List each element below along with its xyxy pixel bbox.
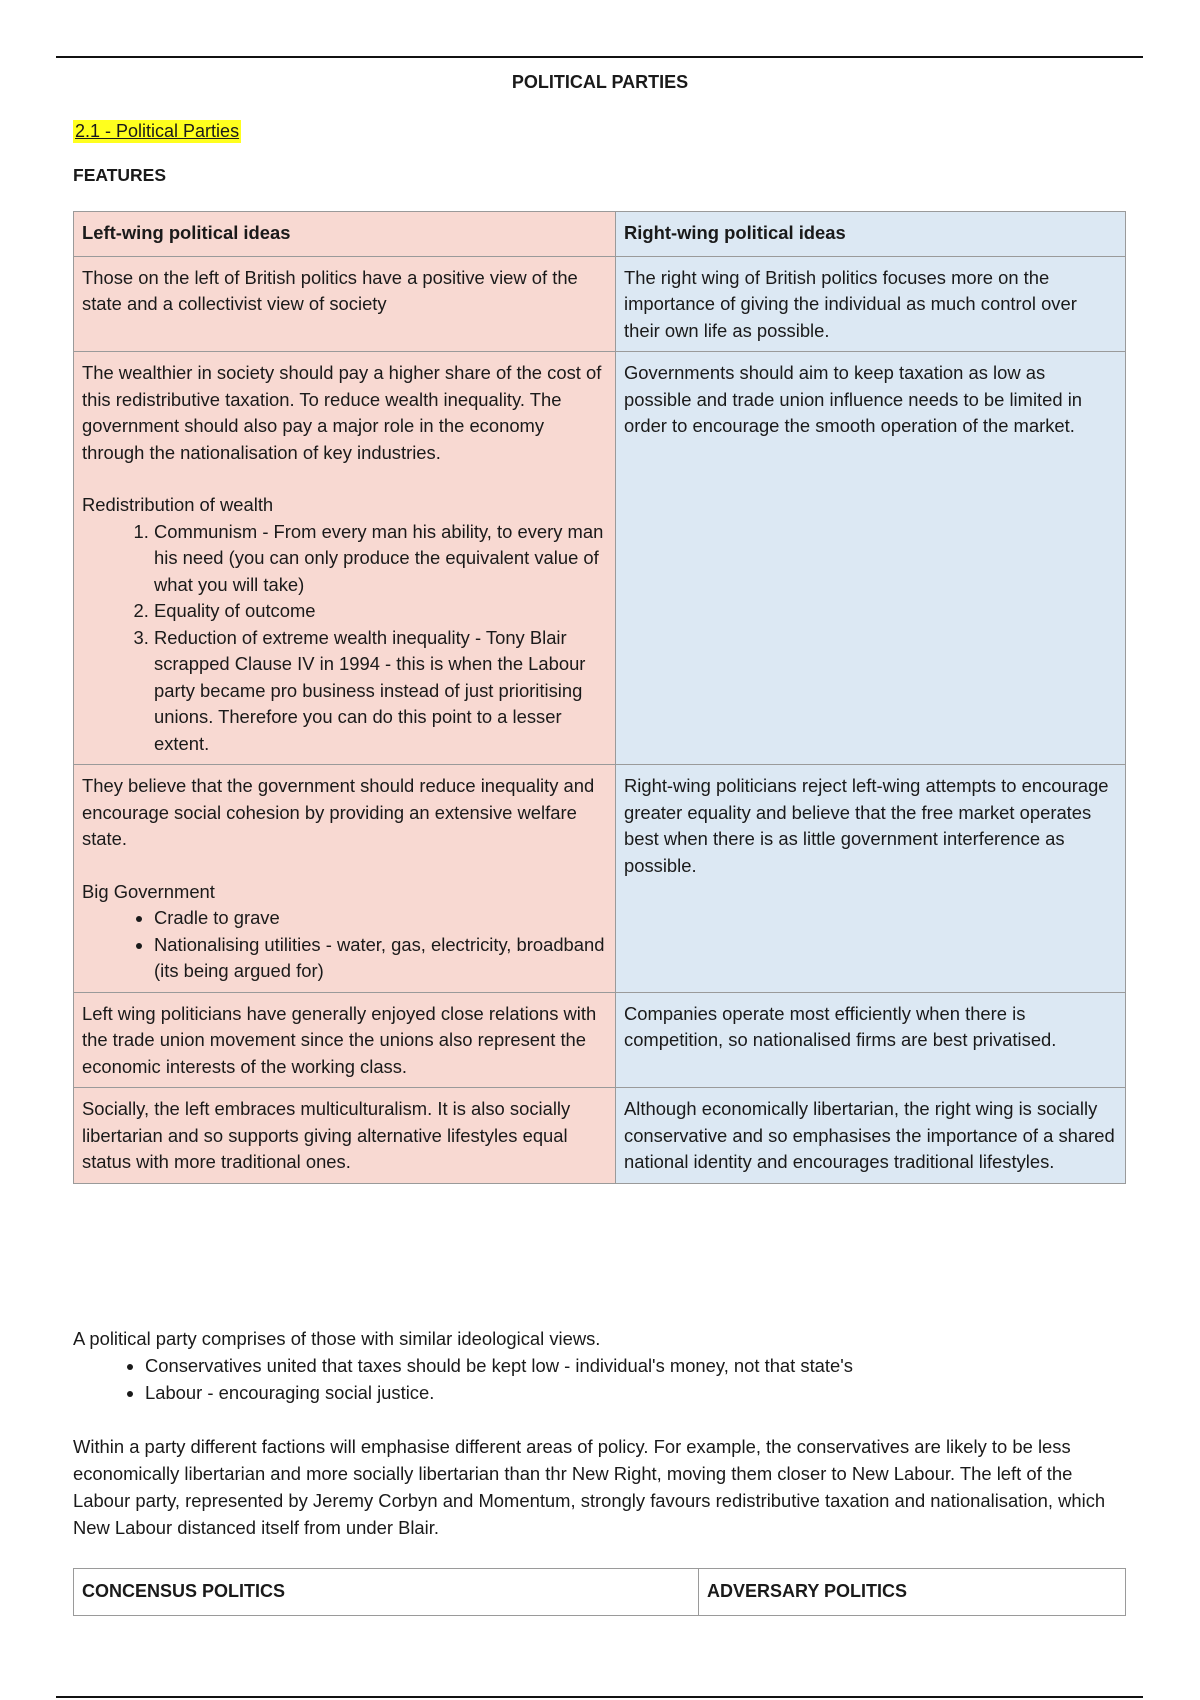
left-paragraph: They believe that the government should reduce inequality and encourage social cohesion by providing an extensive welfare state. (82, 775, 595, 849)
list-item: • Cradle to grave (154, 905, 607, 932)
left-wing-header: Left-wing political ideas (74, 212, 616, 257)
left-paragraph: The wealthier in society should pay a higher share of the cost of this redistributive taxation. To reduce wealth inequality. The government should also pay a major role in the economy through the nationalisation of key industries. (82, 362, 602, 463)
features-label: FEATURES (73, 165, 167, 185)
right-cell: Governments should aim to keep taxation as low as possible and trade union influence needs to be limited in order to encourage the smooth operation of the market. (616, 352, 1126, 765)
left-cell: Left wing politicians have generally enjoyed close relations with the trade union movement since the unions also represent the economic interests of the working class. (74, 992, 616, 1088)
list-item: • Nationalising utilities - water, gas, electricity, broadband (its being argued for) (154, 932, 607, 985)
intro-section (73, 1325, 1126, 1406)
table-header-row (74, 212, 1126, 257)
table-row (74, 992, 1126, 1088)
table-row (74, 1088, 1126, 1184)
section-heading: 2.1 - Political Parties (75, 121, 240, 141)
left-subheading: Redistribution of wealth (82, 494, 274, 515)
table-row (74, 765, 1126, 993)
right-cell: Companies operate most efficiently when there is competition, so nationalised firms are best privatised. (616, 992, 1126, 1088)
right-cell: Right-wing politicians reject left-wing attempts to encourage greater equality and believe that the free market operates best when there is as little government interference as possible. (616, 765, 1126, 993)
page-title: POLITICAL PARTIES (511, 72, 689, 92)
adversary-politics-header: ADVERSARY POLITICS (699, 1569, 1126, 1616)
left-subheading: Big Government (82, 880, 215, 902)
footer-rule (56, 1696, 1143, 1698)
left-cell (74, 765, 616, 993)
list-item: 2. Equality of outcome (154, 598, 607, 625)
right-cell: The right wing of British politics focuses more on the importance of giving the individual as much control over their own life as possible. (616, 256, 1126, 352)
list-item: • Labour - encouraging social justice. (145, 1379, 1126, 1406)
intro-text: A political party comprises of those with similar ideological views. (73, 1328, 601, 1349)
table-row (74, 352, 1126, 765)
right-cell: Although economically libertarian, the right wing is socially conservative and so emphasises the importance of a shared national identity and encourages traditional lifestyles. (616, 1088, 1126, 1184)
ideas-table (73, 211, 1126, 1184)
table-row (74, 1569, 1126, 1616)
table-row (74, 256, 1126, 352)
left-cell: Socially, the left embraces multiculturalism. It is also socially libertarian and so supports giving alternative lifestyles equal status with more traditional ones. (74, 1088, 616, 1184)
left-cell (74, 352, 616, 765)
consensus-politics-header: CONCENSUS POLITICS (74, 1569, 699, 1616)
right-wing-header: Right-wing political ideas (616, 212, 1126, 257)
numbered-list (82, 519, 607, 758)
left-cell: Those on the left of British politics have a positive view of the state and a collectivist view of society (74, 256, 616, 352)
list-item: 1. Communism - From every man his ability, to every man his need (you can only produce the equivalent value of what you will take) (154, 519, 607, 599)
list-item: 3. Reduction of extreme wealth inequality - Tony Blair scrapped Clause IV in 1994 - this is when the Labour party became pro business instead of just prioritising unions. Therefore you can do this point to a lesser extent. (154, 625, 607, 758)
factions-paragraph: Within a party different factions will emphasise different areas of policy. For example, the conservatives are likely to be less economically libertarian and more socially libertarian than thr New Right, moving them closer to New Labour. The left of the Labour party, represented by Jeremy Corbyn and Momentum, strongly favours redistributive taxation and nationalisation, which New Labour distanced itself from under Blair. (73, 1436, 1106, 1538)
header-rule (56, 56, 1143, 58)
bullet-list (73, 1352, 1126, 1406)
bullet-list (82, 905, 607, 985)
list-item: • Conservatives united that taxes should be kept low - individual's money, not that state's (145, 1352, 1126, 1379)
politics-table (73, 1568, 1126, 1616)
